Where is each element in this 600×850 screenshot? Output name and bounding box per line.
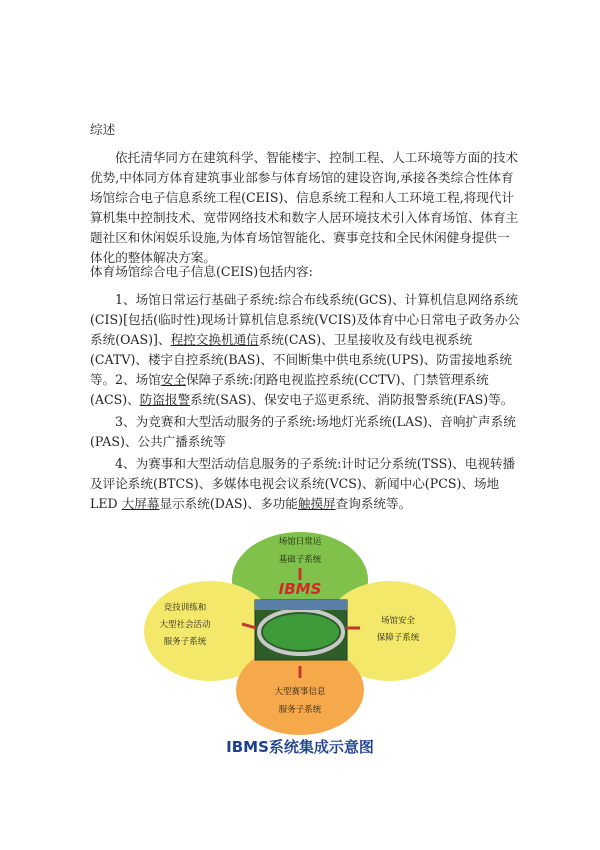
item2-text-b: 保障子系统:闭路电视监控系统(CCTV)、门禁管理系统(ACS)、 <box>90 372 489 407</box>
item4-link-1[interactable]: 大屏幕 <box>121 496 160 511</box>
bottom-label-line1: 大型赛事信息 <box>274 687 326 697</box>
item1-text-b: 系统(CAS)、卫星接收及有线电视系统(CATV)、楼宇自控系统(BAS)、不间断集中供电系统(UPS)、防雷接地系统等。 <box>90 332 512 387</box>
list-item-3 <box>90 412 520 452</box>
item2-link-1[interactable]: 安全 <box>160 372 186 387</box>
item3-text: 3、为竞赛和大型活动服务的子系统:场地灯光系统(LAS)、音响扩声系统(PAS)、公共广播系统等 <box>90 414 516 449</box>
list-title: 体育场馆综合电子信息(CEIS)包括内容: <box>90 264 313 279</box>
item4-link-2[interactable]: 触摸屏 <box>297 496 336 511</box>
item1-link[interactable]: 程控交换机通信 <box>170 332 259 347</box>
right-label-line2: 保障子系统 <box>376 633 420 643</box>
list-item-4 <box>90 454 520 514</box>
left-label-line2: 大型社会活动 <box>159 620 211 630</box>
diagram-caption: IBMS系统集成示意图 <box>226 738 374 756</box>
intro-text: 依托清华同方在建筑科学、智能楼宇、控制工程、人工环境等方面的技术优势,中体同方体育建筑事业部参与体育场馆的建设咨询,承接各类综合性体育场馆综合电子信息系统工程(CEIS)、信息系统工程和人工环境工程,将现代计算机集中控制技术、宽带网络技术和数字人居环境技术引入体育场馆、体育主题社区和休闲娱乐设施,为体育场馆智能化、赛事竞技和全民休闲健身提供一体化的整体解决方案。 <box>90 150 519 265</box>
item4-text-b: 显示系统(DAS)、多功能 <box>159 496 298 511</box>
item2-link-2[interactable]: 防盗报警 <box>139 392 191 407</box>
list-item-2 <box>90 370 520 410</box>
ibms-diagram-svg <box>140 528 460 763</box>
item2-text-c: 系统(SAS)、保安电子巡更系统、消防报警系统(FAS)等。 <box>190 392 514 407</box>
stadium-field-icon <box>263 614 339 650</box>
stadium-sky <box>255 600 347 610</box>
section-heading: 综述 <box>90 122 116 137</box>
bottom-label-line2: 服务子系统 <box>278 705 322 715</box>
left-label-line3: 服务子系统 <box>163 637 207 647</box>
item4-text-c: 查询系统等。 <box>335 496 412 511</box>
top-label-line1: 场馆日常运 <box>278 537 322 547</box>
left-label-line1: 竞技训练和 <box>163 603 207 613</box>
item2-text-a: 2、场馆 <box>115 372 161 387</box>
ibms-diagram <box>140 528 460 763</box>
item1-text-a: 1、场馆日常运行基础子系统:综合布线系统(GCS)、计算机信息网络系统(CIS)[包括(临时性)现场计算机信息系统(VCIS)及体育中心日常电子政务办公系统(OAS)]、 <box>90 292 520 347</box>
top-label-line2: 基础子系统 <box>278 555 322 565</box>
intro-paragraph <box>90 148 520 268</box>
right-label-line1: 场馆安全 <box>380 616 416 626</box>
ibms-label: IBMS <box>278 580 322 598</box>
item4-text-a: 4、为赛事和大型活动信息服务的子系统:计时记分系统(TSS)、电视转播及评论系统(BTCS)、多媒体电视会议系统(VCS)、新闻中心(PCS)、场地 LED <box>90 456 516 511</box>
